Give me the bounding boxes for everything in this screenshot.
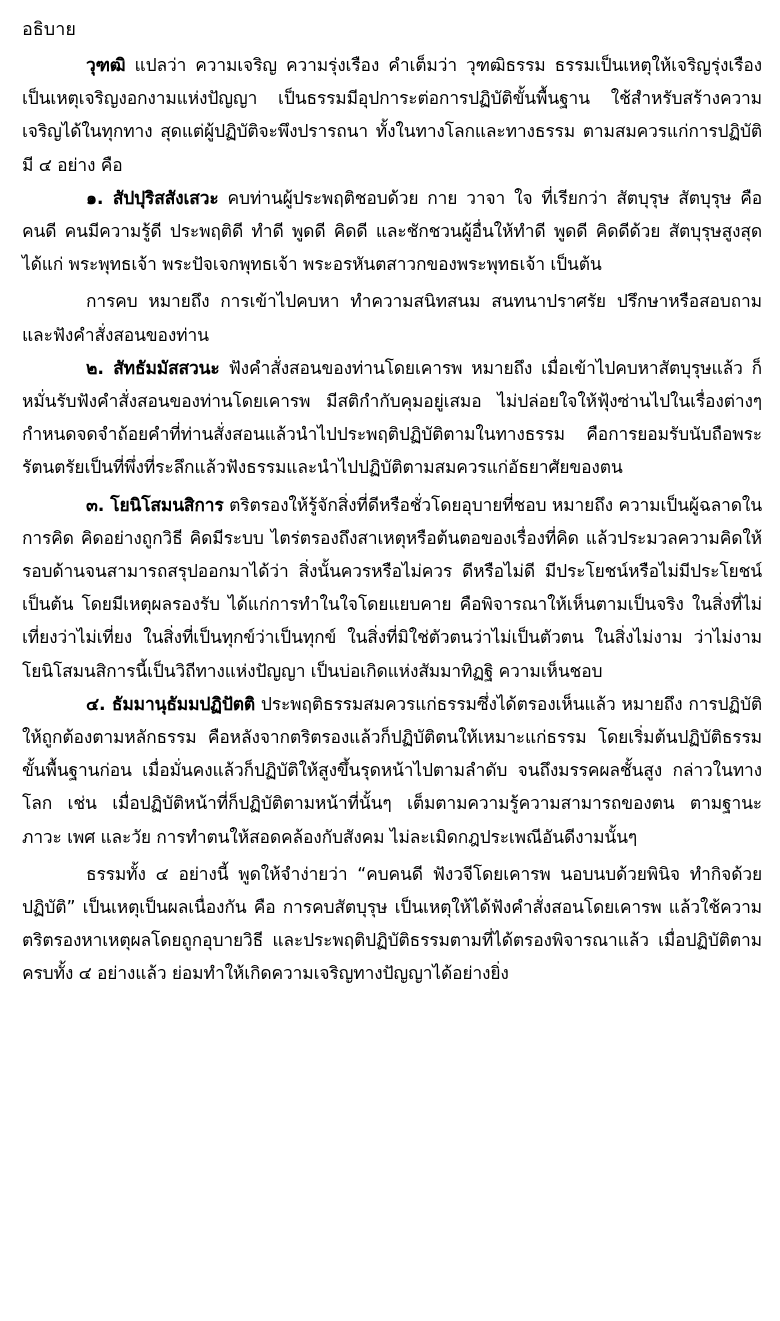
paragraph-text: แปลว่า ความเจริญ ความรุ่งเรือง คำเต็มว่า วุฑฒิธรรม ธรรมเป็นเหตุให้เจริญรุ่งเรือง เป็นเหตุเจริญงอกงามแห่งปัญญา เป็นธรรมมีอุปการะต่อการปฏิบัติขั้นพื้นฐาน ใช้สำหรับสร้างความเจริญได้ในทุกทาง สุดแต่ผู้ปฏิบัติจะพึงปรารถนา ทั้งในทางโลกและทางธรรม ตามสมควรแก่การปฏิบัติ มี ๔ อย่าง คือ (22, 56, 762, 176)
paragraph-association (22, 286, 762, 352)
paragraph-text: การคบ หมายถึง การเข้าไปคบหา ทำความสนิทสนม สนทนาปราศรัย ปรึกษาหรือสอบถาม และฟังคำสั่งสอนของท่าน (22, 292, 762, 346)
paragraph-text: ประพฤติธรรมสมควรแก่ธรรมซึ่งได้ตรองเห็นแล้ว หมายถึง การปฏิบัติให้ถูกต้องตามหลักธรรม คือหลังจากตริตรองแล้วก็ปฏิบัติตนให้เหมาะแก่ธรรม โดยเริ่มต้นปฏิบัติธรรมขั้นพื้นฐานก่อน เมื่อมั่นคงแล้วก็ปฏิบัติให้สูงขึ้นรุดหน้าไปตามลำดับ จนถึงมรรคผลชั้นสูง กล่าวในทางโลก เช่น เมื่อปฏิบัติหน้าที่ก็ปฏิบัติตามหน้าที่นั้นๆ เต็มตามความรู้ความสามารถของตน ตามฐานะ ภาวะ เพศ และวัย การทำตนให้สอดคล้องกับสังคม ไม่ละเมิดกฎประเพณีอันดีงามนั้นๆ (22, 694, 762, 848)
paragraph-summary (22, 859, 762, 992)
paragraph-text: ธรรมทั้ง ๔ อย่างนี้ พูดให้จำง่ายว่า “คบคนดี ฟังวจีโดยเคารพ นอบนบด้วยพินิจ ทำกิจด้วยปฏิบัติ” เป็นเหตุเป็นผลเนื่องกัน คือ การคบสัตบุรุษ เป็นเหตุให้ได้ฟังคำสั่งสอนโดยเคารพ แล้วใช้ความตริตรองหาเหตุผลโดยถูกอุบายวิธี และประพฤติปฏิบัติธรรมตามที่ได้ตรองพิจารณาแล้ว เมื่อปฏิบัติตามครบทั้ง ๔ อย่างแล้ว ย่อมทำให้เกิดความเจริญทางปัญญาได้อย่างยิ่ง (22, 864, 762, 985)
paragraph-text: คบท่านผู้ประพฤติชอบด้วย กาย วาจา ใจ ที่เรียกว่า สัตบุรุษ สัตบุรุษ คือ คนดี คนมีความรู้ดี ประพฤติดี ทำดี พูดดี คิดดี และชักชวนผู้อื่นให้ทำดี พูดดี คิดดีด้วย สัตบุรุษสูงสุด ได้แก่ พระพุทธเจ้า พระปัจเจกพุทธเจ้า พระอรหันตสาวกของพระพุทธเจ้า เป็นต้น (22, 188, 762, 276)
term-vuddhi: วุฑฒิ (86, 56, 126, 76)
paragraph-item-1 (22, 183, 762, 283)
paragraph-intro (22, 50, 762, 183)
paragraph-item-3 (22, 490, 762, 689)
term-yoniso: ๓. โยนิโสมนสิการ (86, 495, 224, 516)
paragraph-text: ฟังคำสั่งสอนของท่านโดยเคารพ หมายถึง เมื่อเข้าไปคบหาสัตบุรุษแล้ว ก็หมั่นรับฟังคำสั่งสอนของท่านโดยเคารพ มีสติกำกับคุมอยู่เสมอ ไม่ปล่อยใจให้ฟุ้งซ่านไปในเรื่องต่างๆ กำหนดจดจำถ้อยคำที่ท่านสั่งสอนแล้วนำไปประพฤติปฏิบัติตามในทางธรรม คือการยอมรับนับถือพระรัตนตรัยเป็นที่พึ่งที่ระลึกแล้วฟังธรรมและนำไปปฏิบัติตามสมควรแก่อัธยาศัยของตน (22, 358, 762, 479)
paragraph-text: ตริตรองให้รู้จักสิ่งที่ดีหรือชั่วโดยอุบายที่ชอบ หมายถึง ความเป็นผู้ฉลาดในการคิด คิดอย่างถูกวิธี คิดมีระบบ ไตร่ตรองถึงสาเหตุหรือต้นตอของเรื่องที่คิด แล้วประมวลความคิดให้รอบด้านจนสามารถสรุปออกมาได้ว่า สิ่งนั้นควรหรือไม่ควร ดีหรือไม่ดี มีประโยชน์หรือไม่มีประโยชน์ เป็นต้น โดยมีเหตุผลรองรับ ได้แก่การทำในใจโดยแยบคาย คือพิจารณาให้เห็นตามเป็นจริง ในสิ่งที่ไม่เที่ยงว่าไม่เที่ยง ในสิ่งที่เป็นทุกข์ว่าเป็นทุกข์ ในสิ่งที่มิใช่ตัวตนว่าไม่เป็นตัวตน ในสิ่งไม่งาม ว่าไม่งาม โยนิโสมนสิการนี้เป็นวิถีทางแห่งปัญญา เป็นบ่อเกิดแห่งสัมมาทิฏฐิ ความเห็นชอบ (22, 495, 762, 682)
section-heading: อธิบาย (22, 19, 76, 40)
term-saddhamma: ๒. สัทธัมมัสสวนะ (86, 358, 220, 379)
paragraph-item-4 (22, 689, 762, 855)
term-dhammanudhamma: ๔. ธัมมานุธัมมปฏิปัตติ (86, 694, 256, 715)
term-sappurisa: ๑. สัปปุริสสังเสวะ (86, 188, 219, 209)
paragraph-item-2 (22, 353, 762, 486)
